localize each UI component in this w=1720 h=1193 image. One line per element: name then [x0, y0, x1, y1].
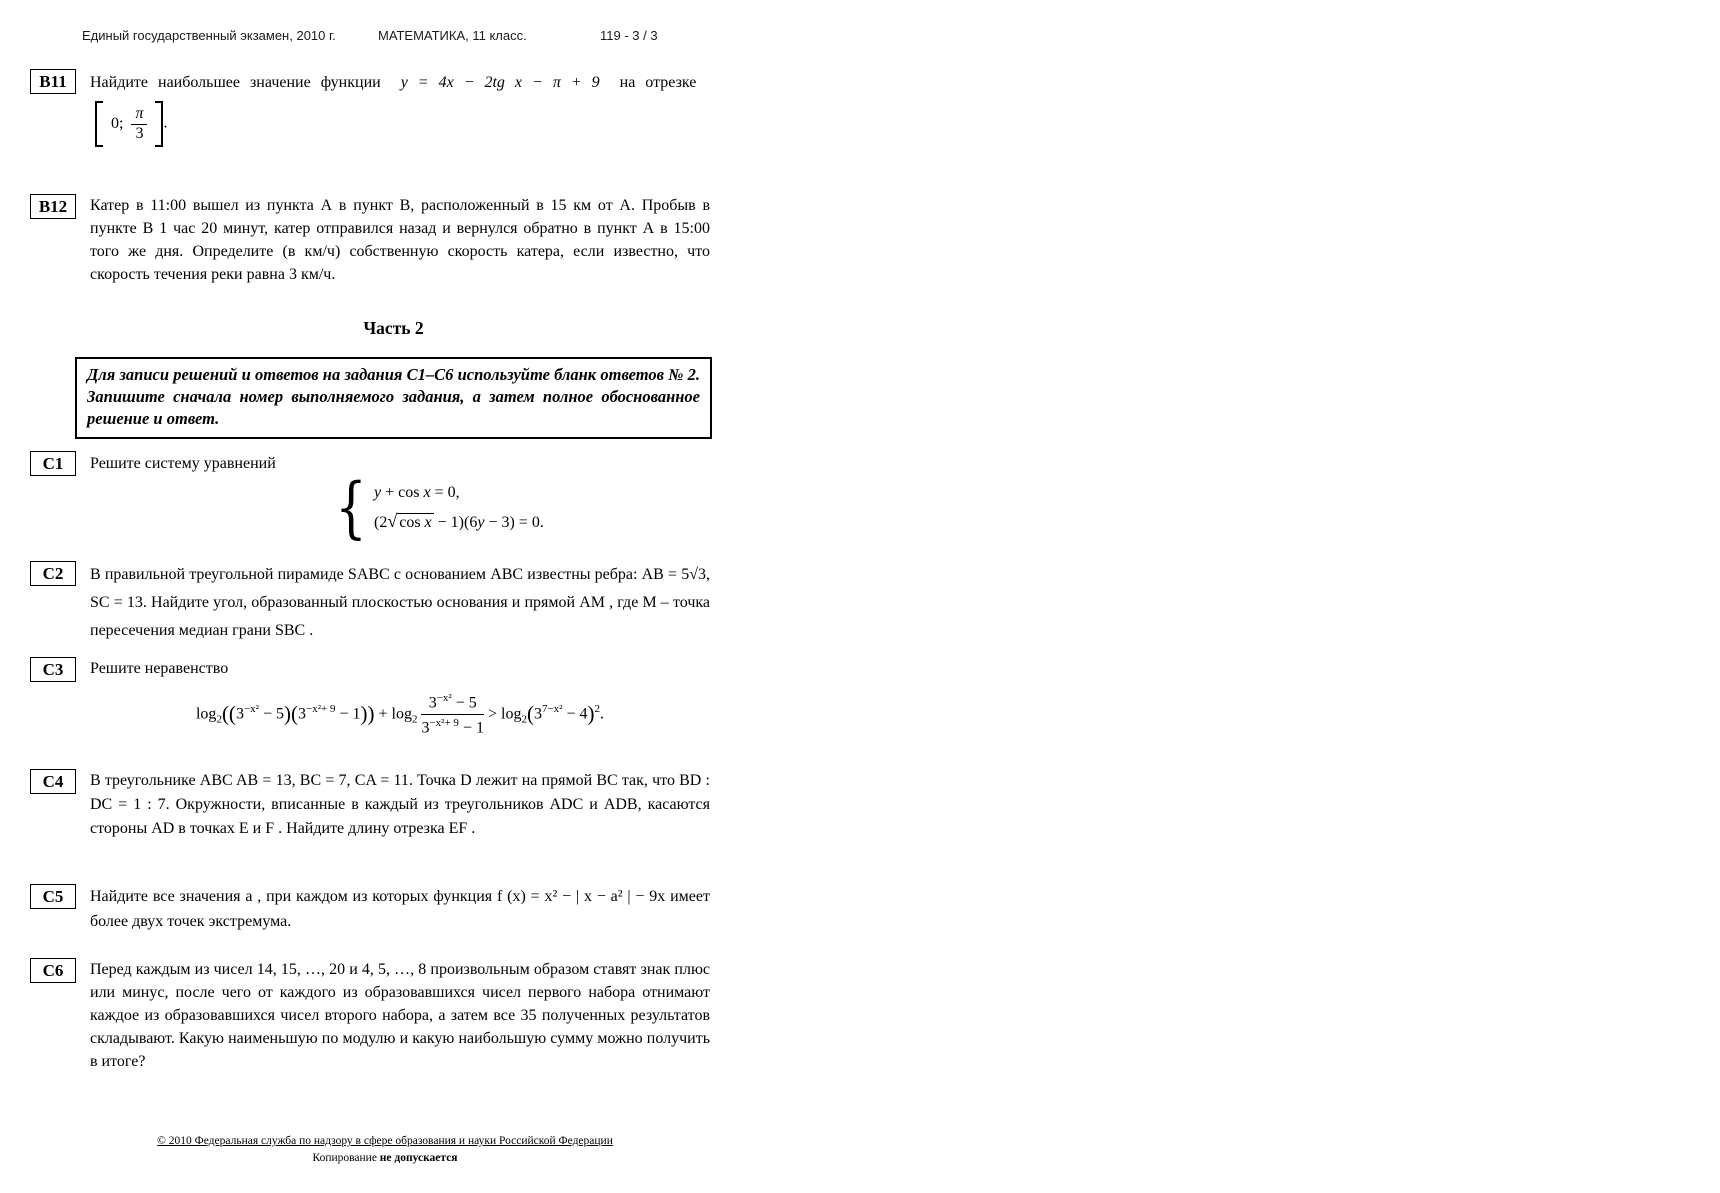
radicand-cos: cos [399, 514, 425, 531]
log-3-base: 2 [521, 713, 527, 726]
left-bracket-icon [95, 101, 103, 147]
fraction-denominator: 3 [135, 124, 144, 142]
frac-num-exp: −x² [436, 692, 452, 704]
base-2: 3 [297, 705, 306, 723]
footer-copyright: © 2010 Федеральная служба по надзору в сфере образования и науки Российской Федерации [157, 1135, 613, 1147]
fraction-numerator: π [131, 106, 147, 125]
problem-label-c3: C3 [30, 657, 76, 682]
minus-4: − 4 [562, 705, 588, 723]
frac-den-base: 3 [421, 719, 430, 737]
c1-equation-system [330, 469, 544, 546]
problem-c1-text: Решите систему уравнений [90, 455, 276, 472]
b11-interval-zero: 0; [111, 114, 124, 132]
footer-copy-bold: не допускается [379, 1152, 458, 1164]
log-2-base: 2 [411, 713, 418, 726]
log-3: log [501, 705, 522, 723]
minus-5: − 5 [258, 705, 284, 723]
eq2-end: − 3) = 0. [484, 514, 544, 531]
problem-label-b11: B11 [30, 69, 76, 94]
greater-than-sign: > [483, 705, 501, 723]
problem-label-c5: C5 [30, 884, 76, 909]
problem-c5-text: Найдите все значения a , при каждом из которых функция f (x) = x² − | x − a² | − 9x имеет более двух точек экстремума. [90, 888, 710, 930]
b11-period: . [163, 114, 168, 132]
b11-fraction-pi-3 [131, 106, 147, 143]
problem-c3-text: Решите неравенство [90, 660, 229, 677]
header-page-number: 119 - 3 / 3 [600, 28, 658, 43]
plus-sign: + [374, 705, 392, 723]
part2-instruction-box: Для записи решений и ответов на задания С1–С6 используйте бланк ответов № 2. Запишите сначала номер выполняемого задания, а затем полное обоснованное решение и ответ. [75, 357, 712, 439]
eq1-end: = 0, [430, 484, 460, 501]
var-y2: y [477, 514, 485, 531]
paren-mid-pair: )( [283, 701, 298, 726]
c3-fraction [421, 692, 484, 738]
frac-num-rest: − 5 [451, 694, 477, 712]
problem-label-c6: C6 [30, 958, 76, 983]
frac-den-rest: − 1 [458, 719, 484, 737]
paren-close-last: ) [587, 701, 595, 726]
minus-1: − 1 [335, 705, 361, 723]
base-1: 3 [235, 705, 244, 723]
problem-label-c1: C1 [30, 451, 76, 476]
eq2-open: (2 [374, 514, 388, 531]
radicand-x: x [424, 514, 432, 531]
footer-copy-notice [75, 1150, 695, 1167]
exponent-2: −x²+ 9 [305, 703, 336, 716]
part2-title: Часть 2 [363, 318, 424, 338]
problem-label-c4: C4 [30, 769, 76, 794]
b11-text-after: на отрезке [619, 74, 697, 91]
footer-copy-label: Копирование [312, 1152, 380, 1164]
exponent-3: 7−x² [541, 703, 563, 716]
formula-period: . [600, 705, 604, 723]
log-2: log [391, 705, 412, 723]
paren-open-pair: (( [221, 701, 236, 726]
radical-sign-icon: √ [387, 511, 398, 531]
system-brace-icon: { [335, 469, 367, 546]
sqrt-radical [387, 511, 433, 532]
b11-function-formula: y = 4x − 2tg x − π + 9 [400, 74, 600, 91]
var-y: y [374, 484, 382, 501]
header-subject: МАТЕМАТИКА, 11 класс. [378, 28, 527, 43]
eq1-mid: + cos [381, 484, 424, 501]
paren-close-pair: )) [360, 701, 375, 726]
var-x: x [423, 484, 431, 501]
c1-equation-2 [374, 511, 544, 532]
eq2-mid: − 1)(6 [433, 514, 478, 531]
b11-text-before: Найдите наибольшее значение функции [90, 74, 381, 91]
problem-c4-text: В треугольнике ABC AB = 13, BC = 7, CA = 11. Точка D лежит на прямой BC так, что BD : DC = 1 : 7. Окружности, вписанные в каждый из треугольников ADC и ADB, касаются стороны AD в точках E и F . Найдите длину отрезка EF . [90, 772, 710, 837]
base-3: 3 [533, 705, 542, 723]
page-footer [75, 1133, 695, 1167]
problem-label-b12: B12 [30, 194, 76, 219]
problem-c6-text: Перед каждым из чисел 14, 15, …, 20 и 4, 5, …, 8 произвольным образом ставят знак плюс или минус, после чего от каждого из образовавшихся чисел первого набора отнимают каждое из образовавшихся чисел второго набора, а затем все 35 полученных результатов складывают. Какую наименьшую по модулю и какую наибольшую сумму можно получить в итоге? [90, 961, 710, 1070]
b11-interval [95, 101, 167, 147]
frac-den-exp: −x²+ 9 [429, 717, 459, 730]
problem-b11-text [90, 71, 710, 94]
problem-label-c2: C2 [30, 561, 76, 586]
frac-num-base: 3 [428, 694, 437, 712]
problem-c2-text: В правильной треугольной пирамиде SABC с основанием ABC известны ребра: AB = 5√3, SC = 13. Найдите угол, образованный плоскостью основания и прямой AM , где M – точка пересечения медиан грани SBC . [90, 566, 710, 639]
header-exam-title: Единый государственный экзамен, 2010 г. [82, 28, 336, 43]
exponent-1: −x² [243, 703, 259, 716]
paren-open-last: ( [526, 701, 534, 726]
problem-b12-text: Катер в 11:00 вышел из пункта А в пункт В, расположенный в 15 км от А. Пробыв в пункте В 1 час 20 минут, катер отправился назад и вернулся обратно в пункт А в 15:00 того же дня. Определите (в км/ч) собственную скорость катера, если известно, что скорость течения реки равна 3 км/ч. [90, 197, 710, 283]
c3-inequality-formula [90, 692, 710, 738]
square-exponent: 2 [594, 703, 600, 716]
log-1-base: 2 [216, 713, 222, 726]
c1-equation-1 [374, 484, 544, 502]
log-1: log [195, 705, 217, 723]
